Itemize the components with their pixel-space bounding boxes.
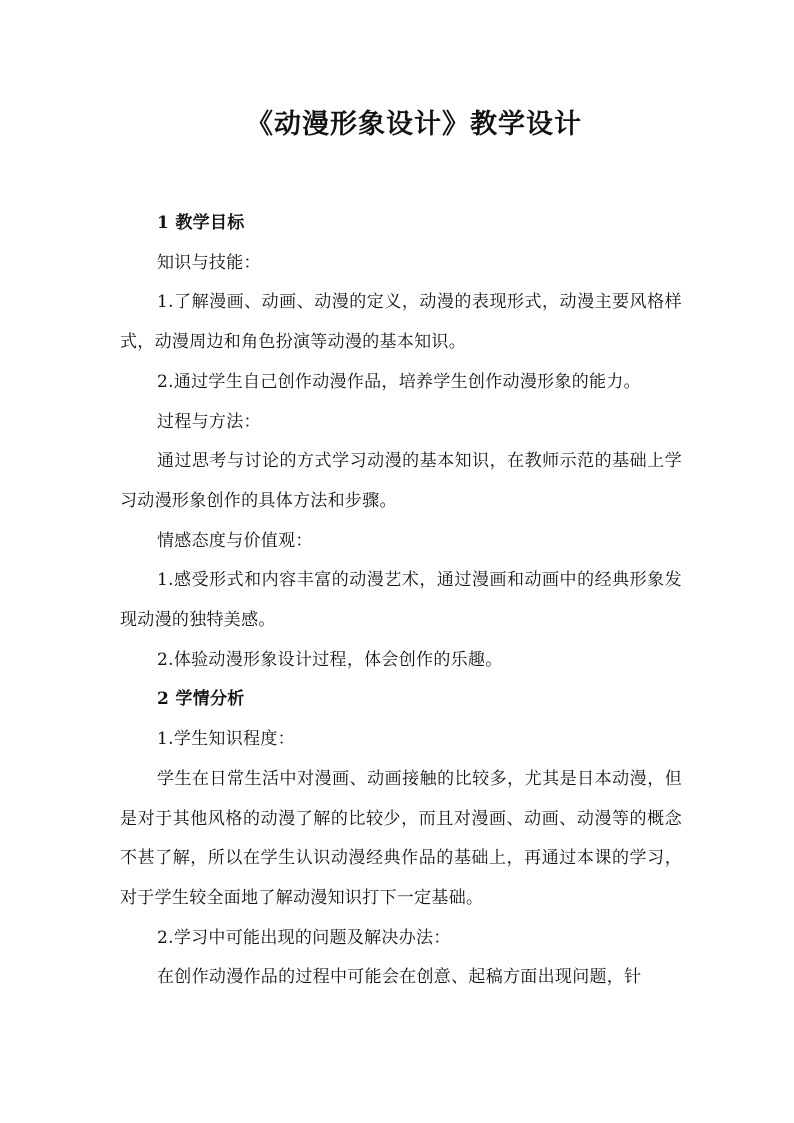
paragraph: 2.学习中可能出现的问题及解决办法： xyxy=(157,927,451,948)
paragraph: 1.感受形式和内容丰富的动漫艺术，通过漫画和动画中的经典形象发现动漫的独特美感。 xyxy=(120,570,682,631)
paragraph: 2.通过学生自己创作动漫作品，培养学生创作动漫形象的能力。 xyxy=(157,371,641,392)
paragraph: 在创作动漫作品的过程中可能会在创意、起稿方面出现问题，针 xyxy=(157,967,642,988)
paragraph: 知识与技能： xyxy=(157,252,261,273)
paragraph: 2.体验动漫形象设计过程，体会创作的乐趣。 xyxy=(157,649,503,670)
paragraph: 学生在日常生活中对漫画、动画接触的比较多，尤其是日本动漫，但是对于其他风格的动漫了解的比较少，而且对漫画、动画、动漫等的概念不甚了解，所以在学生认识动漫经典作品的基础上，再通过本课的学习，对于学生较全面地了解动漫知识打下一定基础。 xyxy=(120,768,682,908)
section-heading-objectives: 1 教学目标 xyxy=(157,213,245,233)
paragraph: 1.了解漫画、动画、动漫的定义，动漫的表现形式，动漫主要风格样式，动漫周边和角色扮演等动漫的基本知识。 xyxy=(120,292,682,353)
paragraph: 1.学生知识程度： xyxy=(157,729,295,750)
document-body xyxy=(120,204,682,998)
document-title: 《动漫形象设计》教学设计 xyxy=(246,109,582,140)
paragraph: 情感态度与价值观： xyxy=(157,530,313,551)
paragraph: 过程与方法： xyxy=(157,411,261,432)
section-heading-analysis: 2 学情分析 xyxy=(157,689,245,710)
paragraph: 通过思考与讨论的方式学习动漫的基本知识，在教师示范的基础上学习动漫形象创作的具体方法和步骤。 xyxy=(120,451,682,511)
